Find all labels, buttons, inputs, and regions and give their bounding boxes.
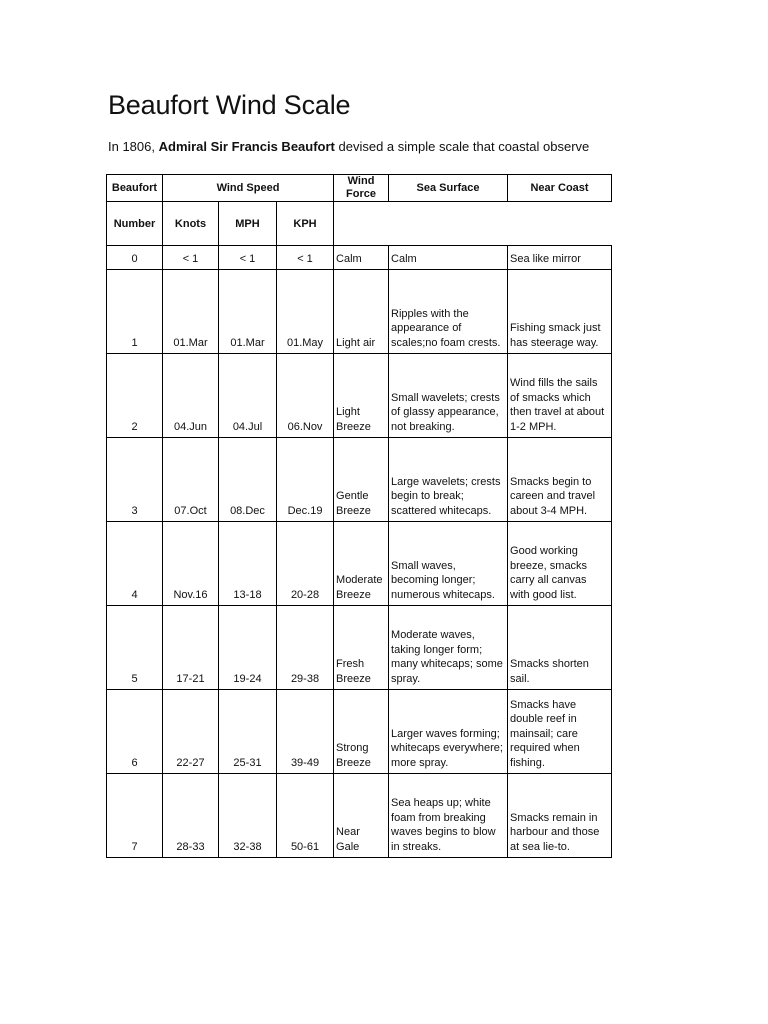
cell-sea-surface: Moderate waves, taking longer form; many whitecaps; some spray. (389, 606, 508, 690)
cell-near-coast: Smacks begin to careen and travel about 3-4 MPH. (508, 438, 612, 522)
cell-kph: 06.Nov (277, 354, 334, 438)
cell-sea-surface: Ripples with the appearance of scales;no foam crests. (389, 270, 508, 354)
cell-sea-surface: Calm (389, 246, 508, 270)
header-wind-force-line1: Wind (347, 175, 375, 187)
table-row (107, 438, 612, 522)
cell-kph: 29-38 (277, 606, 334, 690)
cell-knots: 17-21 (163, 606, 219, 690)
cell-sea-surface: Large wavelets; crests begin to break; scattered whitecaps. (389, 438, 508, 522)
cell-knots: < 1 (163, 246, 219, 270)
page-title: Beaufort Wind Scale (108, 90, 351, 120)
cell-wind-force: Fresh Breeze (334, 606, 389, 690)
header-row-1 (107, 175, 612, 202)
cell-knots: Nov.16 (163, 522, 219, 606)
cell-number: 0 (107, 246, 163, 270)
cell-kph: < 1 (277, 246, 334, 270)
table-row (107, 606, 612, 690)
intro-prefix: In 1806, (108, 139, 159, 154)
cell-number: 2 (107, 354, 163, 438)
header-knots: Knots (163, 202, 219, 246)
cell-wind-force: Light Breeze (334, 354, 389, 438)
cell-knots: 01.Mar (163, 270, 219, 354)
cell-kph: 39-49 (277, 690, 334, 774)
cell-kph: 50-61 (277, 774, 334, 858)
cell-number: 6 (107, 690, 163, 774)
cell-near-coast: Wind fills the sails of smacks which then travel at about 1-2 MPH. (508, 354, 612, 438)
header-mph: MPH (219, 202, 277, 246)
header-near-coast: Near Coast (508, 175, 612, 202)
cell-knots: 07.Oct (163, 438, 219, 522)
cell-number: 1 (107, 270, 163, 354)
table-row (107, 522, 612, 606)
cell-kph: 01.May (277, 270, 334, 354)
table-row (107, 774, 612, 858)
table-row (107, 690, 612, 774)
cell-number: 4 (107, 522, 163, 606)
cell-number: 5 (107, 606, 163, 690)
cell-sea-surface: Small waves, becoming longer; numerous whitecaps. (389, 522, 508, 606)
cell-knots: 28-33 (163, 774, 219, 858)
header-wind-speed: Wind Speed (163, 175, 334, 202)
table-row (107, 246, 612, 270)
cell-wind-force: Gentle Breeze (334, 438, 389, 522)
cell-mph: 08.Dec (219, 438, 277, 522)
intro-suffix: devised a simple scale that coastal observe (334, 139, 590, 154)
cell-near-coast: Smacks remain in harbour and those at sea lie-to. (508, 774, 612, 858)
cell-mph: 25-31 (219, 690, 277, 774)
cell-near-coast: Smacks shorten sail. (508, 606, 612, 690)
cell-near-coast: Fishing smack just has steerage way. (508, 270, 612, 354)
header-kph: KPH (277, 202, 334, 246)
cell-wind-force: Light air (334, 270, 389, 354)
cell-mph: 04.Jul (219, 354, 277, 438)
intro-person-name: Admiral Sir Francis Beaufort (158, 139, 335, 154)
header-beaufort: Beaufort (107, 175, 163, 202)
cell-near-coast: Sea like mirror (508, 246, 612, 270)
cell-wind-force: Near Gale (334, 774, 389, 858)
cell-mph: < 1 (219, 246, 277, 270)
cell-wind-force: Strong Breeze (334, 690, 389, 774)
header-wind-force-line2: Force (346, 188, 377, 200)
header-sea-surface: Sea Surface (389, 175, 508, 202)
cell-mph: 19-24 (219, 606, 277, 690)
cell-mph: 01.Mar (219, 270, 277, 354)
cell-number: 3 (107, 438, 163, 522)
cell-knots: 22-27 (163, 690, 219, 774)
beaufort-table (106, 174, 612, 858)
cell-mph: 13-18 (219, 522, 277, 606)
cell-sea-surface: Small wavelets; crests of glassy appearance, not breaking. (389, 354, 508, 438)
cell-knots: 04.Jun (163, 354, 219, 438)
intro-paragraph (108, 139, 612, 154)
cell-near-coast: Good working breeze, smacks carry all canvas with good list. (508, 522, 612, 606)
header-blank (334, 202, 612, 246)
cell-sea-surface: Larger waves forming; whitecaps everywhere; more spray. (389, 690, 508, 774)
cell-mph: 32-38 (219, 774, 277, 858)
cell-near-coast: Smacks have double reef in mainsail; care required when fishing. (508, 690, 612, 774)
cell-sea-surface: Sea heaps up; white foam from breaking waves begins to blow in streaks. (389, 774, 508, 858)
header-number: Number (107, 202, 163, 246)
table-row (107, 270, 612, 354)
cell-wind-force: Calm (334, 246, 389, 270)
cell-kph: 20-28 (277, 522, 334, 606)
header-wind-force (334, 175, 389, 202)
cell-number: 7 (107, 774, 163, 858)
header-row-2 (107, 202, 612, 246)
cell-kph: Dec.19 (277, 438, 334, 522)
cell-wind-force: Moderate Breeze (334, 522, 389, 606)
table-row (107, 354, 612, 438)
